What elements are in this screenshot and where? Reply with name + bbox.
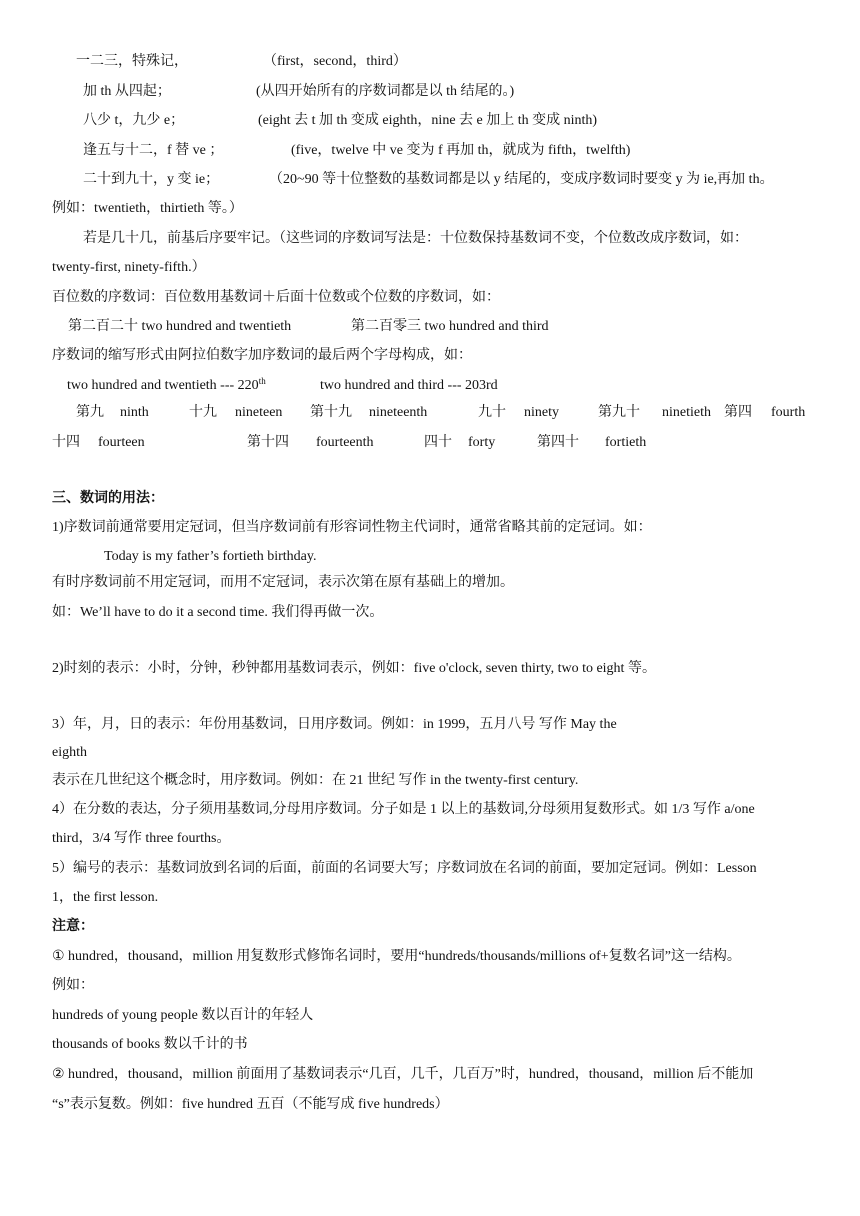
vocab-cell: fourteen	[98, 435, 145, 450]
note-1: ① hundred，thousand，million 用复数形式修饰名词时，要用“hundreds/thousands/millions of+复数名词”这一结构。	[52, 949, 741, 964]
vocab-cell: fourteenth	[316, 435, 374, 450]
usage-point-4-cont: third，3/4 写作 three fourths。	[52, 831, 231, 846]
rule-6-text: 若是几十几，前基后序要牢记。（这些词的序数词写法是：十位数保持基数词不变，个位数改成序数词，如：	[83, 231, 748, 246]
vocab-cell: forty	[468, 435, 496, 450]
usage-point-3-century: 表示在几世纪这个概念时，用序数词。例如：在 21 世纪 写作 in the twenty-first century.	[52, 773, 579, 788]
vocab-cell: ninth	[120, 405, 149, 420]
abbreviation-example-2: two hundred and third --- 203rd	[320, 378, 498, 393]
rule-5-example: 例如：twentieth，thirtieth 等。）	[52, 201, 243, 216]
usage-point-4: 4）在分数的表达，分子须用基数词,分母用序数词。分子如是 1 以上的基数词,分母须用复数形式。如 1/3 写作 a/one	[52, 802, 755, 817]
note-1-example-label: 例如：	[52, 978, 94, 993]
hundreds-example-2: 第二百零三 two hundred and third	[351, 319, 549, 334]
usage-point-5: 5）编号的表示：基数词放到名词的后面，前面的名词要大写；序数词放在名词的前面，要加定冠词。例如：Lesson	[52, 861, 757, 876]
vocab-cell: 第十九	[310, 405, 352, 420]
hundreds-example-1: 第二百二十 two hundred and twentieth	[68, 319, 292, 334]
vocab-cell: nineteen	[235, 405, 283, 420]
rule-1-explanation: （first，second，third）	[263, 54, 407, 69]
vocab-cell: fortieth	[605, 435, 647, 450]
abbreviation-example-1-suffix: th	[258, 376, 266, 386]
note-1-example-1: hundreds of young people 数以百计的年轻人	[52, 1008, 314, 1023]
vocab-cell: ninety	[524, 405, 559, 420]
usage-point-2: 2)时刻的表示：小时，分钟，秒钟都用基数词表示，例如：five o'clock, seven thirty, two to eight 等。	[52, 661, 656, 676]
note-2-cont: “s”表示复数。例如：five hundred 五百（不能写成 five hundreds）	[52, 1097, 449, 1112]
vocab-cell: nineteenth	[369, 405, 428, 420]
vocab-cell: 十四	[52, 435, 80, 450]
note-1-example-2: thousands of books 数以千计的书	[52, 1037, 248, 1052]
usage-point-1-example-2: 如：We’ll have to do it a second time. 我们得再做一次。	[52, 605, 384, 620]
usage-point-1-note: 有时序数词前不用定冠词，而用不定冠词，表示次第在原有基础上的增加。	[52, 575, 514, 590]
abbreviation-example-1	[67, 377, 266, 395]
notes-heading: 注意：	[52, 919, 94, 934]
abbreviation-example-1-text: two hundred and twentieth --- 220	[67, 378, 259, 393]
rule-5-mnemonic: 二十到九十，y 变 ie；	[83, 172, 220, 187]
vocab-cell: 第九	[76, 405, 104, 420]
usage-point-1-example: Today is my father’s fortieth birthday.	[104, 549, 317, 564]
rule-4-mnemonic: 逢五与十二，f 替 ve ；	[83, 143, 224, 158]
rule-3-mnemonic: 八少 t，九少 e；	[83, 113, 185, 128]
vocab-cell: 第四	[724, 405, 752, 420]
hundreds-intro: 百位数的序数词：百位数用基数词＋后面十位数或个位数的序数词，如：	[52, 290, 500, 305]
vocab-cell: ninetieth	[662, 405, 711, 420]
vocab-cell: fourth	[771, 405, 806, 420]
vocab-cell: 第四十	[537, 435, 579, 450]
rule-3-explanation: (eight 去 t 加 th 变成 eighth，nine 去 e 加上 th 变成 ninth)	[258, 113, 598, 128]
vocab-cell: 九十	[478, 405, 506, 420]
rule-5-explanation: （20~90 等十位整数的基数词都是以 y 结尾的，变成序数词时要变 y 为 ie,再加 th。	[269, 172, 774, 187]
usage-point-3: 3）年，月，日的表示：年份用基数词，日用序数词。例如：in 1999，五月八号 写作 May the	[52, 717, 617, 732]
usage-point-5-cont: 1，the first lesson.	[52, 890, 159, 905]
rule-4-explanation: (five，twelve 中 ve 变为 f 再加 th，就成为 fifth，twelfth)	[291, 143, 631, 158]
usage-point-3-cont: eighth	[52, 745, 87, 760]
rule-1-mnemonic: 一二三，特殊记，	[76, 54, 188, 69]
vocab-cell: 四十	[424, 435, 452, 450]
vocab-cell: 第十四	[247, 435, 289, 450]
usage-heading: 三、数词的用法：	[52, 491, 164, 506]
rule-6-example: twenty-first, ninety-fifth.）	[52, 260, 206, 275]
abbreviation-intro: 序数词的缩写形式由阿拉伯数字加序数词的最后两个字母构成，如：	[52, 348, 472, 363]
vocab-cell: 第九十	[598, 405, 640, 420]
vocab-cell: 十九	[189, 405, 217, 420]
note-2: ② hundred，thousand，million 前面用了基数词表示“几百，几千，几百万”时，hundred，thousand，million 后不能加	[52, 1067, 754, 1082]
rule-2-mnemonic: 加 th 从四起；	[83, 84, 171, 99]
rule-2-explanation: (从四开始所有的序数词都是以 th 结尾的。)	[256, 84, 515, 99]
usage-point-1: 1)序数词前通常要用定冠词，但当序数词前有形容词性物主代词时，通常省略其前的定冠词。如：	[52, 520, 652, 535]
